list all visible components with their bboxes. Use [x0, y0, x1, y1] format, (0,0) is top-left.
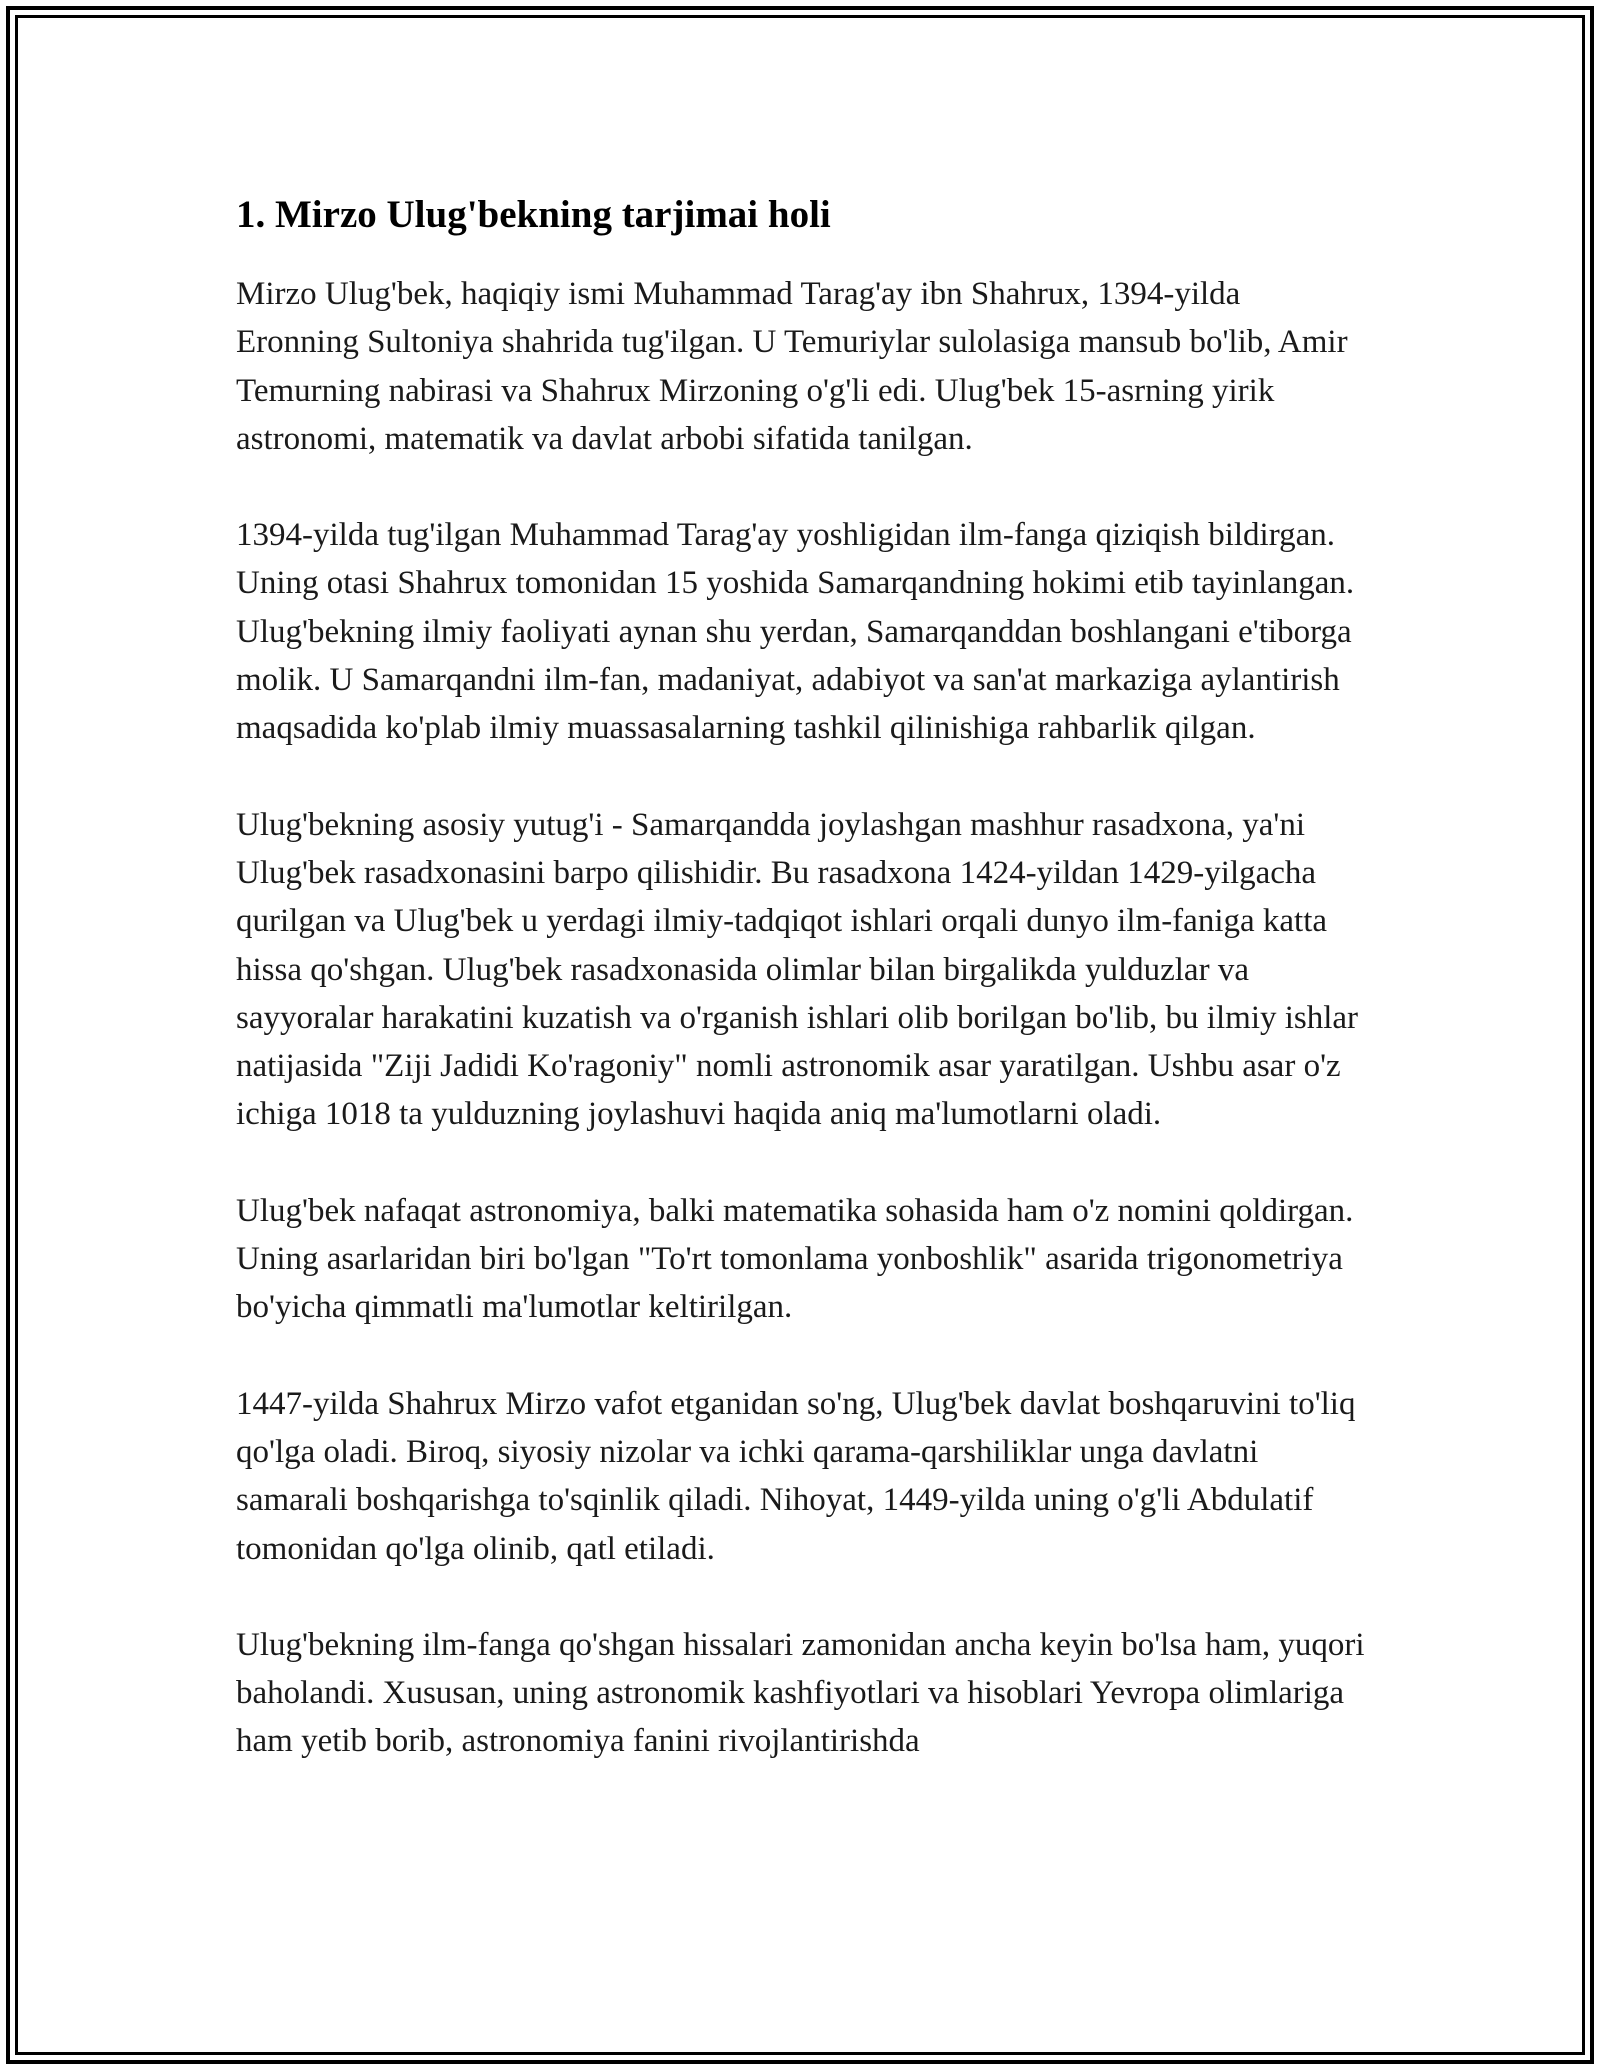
paragraph-early-life: 1394-yilda tug'ilgan Muhammad Tarag'ay yoshligidan ilm-fanga qiziqish bildirgan. Uning otasi Shahrux tomonidan 15 yoshida Samarqandning hokimi etib tayinlangan. Ulug'bekning ilmiy faoliyati aynan shu yerdan, Samarqanddan boshlangani e'tiborga molik. U Samarqandni ilm-fan, madaniyat, adabiyot va san'at markaziga aylantirish maqsadida ko'plab ilmiy muassasalarning tashkil qilinishiga rahbarlik qilgan. — [236, 517, 1355, 747]
section-heading: 1. Mirzo Ulug'bekning tarjimai holi — [236, 193, 831, 236]
document-page — [236, 188, 1370, 1814]
paragraph-birth: Mirzo Ulug'bek, haqiqiy ismi Muhammad Tarag'ay ibn Shahrux, 1394-yilda Eronning Sultoniya shahrida tug'ilgan. U Temuriylar sulolasiga mansub bo'lib, Amir Temurning nabirasi va Shahrux Mirzoning o'g'li edi. Ulug'bek 15-asrning yirik astronomi, matematik va davlat arbobi sifatida tanilgan. — [236, 276, 1348, 457]
paragraph-rule-and-death: 1447-yilda Shahrux Mirzo vafot etganidan so'ng, Ulug'bek davlat boshqaruvini to'liq qo'lga oladi. Biroq, siyosiy nizolar va ichki qarama-qarshiliklar unga davlatni samarali boshqarishga to'sqinlik qiladi. Nihoyat, 1449-yilda uning o'g'li Abdulatif tomonidan qo'lga olinib, qatl etiladi. — [236, 1385, 1356, 1567]
paragraph-observatory: Ulug'bekning asosiy yutug'i - Samarqandda joylashgan mashhur rasadxona, ya'ni Ulug'bek rasadxonasini barpo qilishidir. Bu rasadxona 1424-yildan 1429-yilgacha qurilgan va Ulug'bek u yerdagi ilmiy-tadqiqot ishlari orqali dunyo ilm-faniga katta hissa qo'shgan. Ulug'bek rasadxonasida olimlar bilan birgalikda yulduzlar va sayyoralar harakatini kuzatish va o'rganish ishlari olib borilgan bo'lib, bu ilmiy ishlar natijasida "Ziji Jadidi Ko'ragoniy" nomli astronomik asar yaratilgan. Ushbu asar o'z ichiga 1018 ta yulduzning joylashuvi haqida aniq ma'lumotlarni oladi. — [236, 806, 1359, 1133]
paragraph-legacy: Ulug'bekning ilm-fanga qo'shgan hissalari zamonidan ancha keyin bo'lsa ham, yuqori baholandi. Xususan, uning astronomik kashfiyotlari va hisoblari Yevropa olimlariga ham yetib borib, astronomiya fanini rivojlantirishda — [236, 1626, 1365, 1760]
paragraph-mathematics: Ulug'bek nafaqat astronomiya, balki matematika sohasida ham o'z nomini qoldirgan. Uning asarlaridan biri bo'lgan "To'rt tomonlama yonboshlik" asarida trigonometriya bo'yicha qimmatli ma'lumotlar keltirilgan. — [236, 1192, 1354, 1326]
